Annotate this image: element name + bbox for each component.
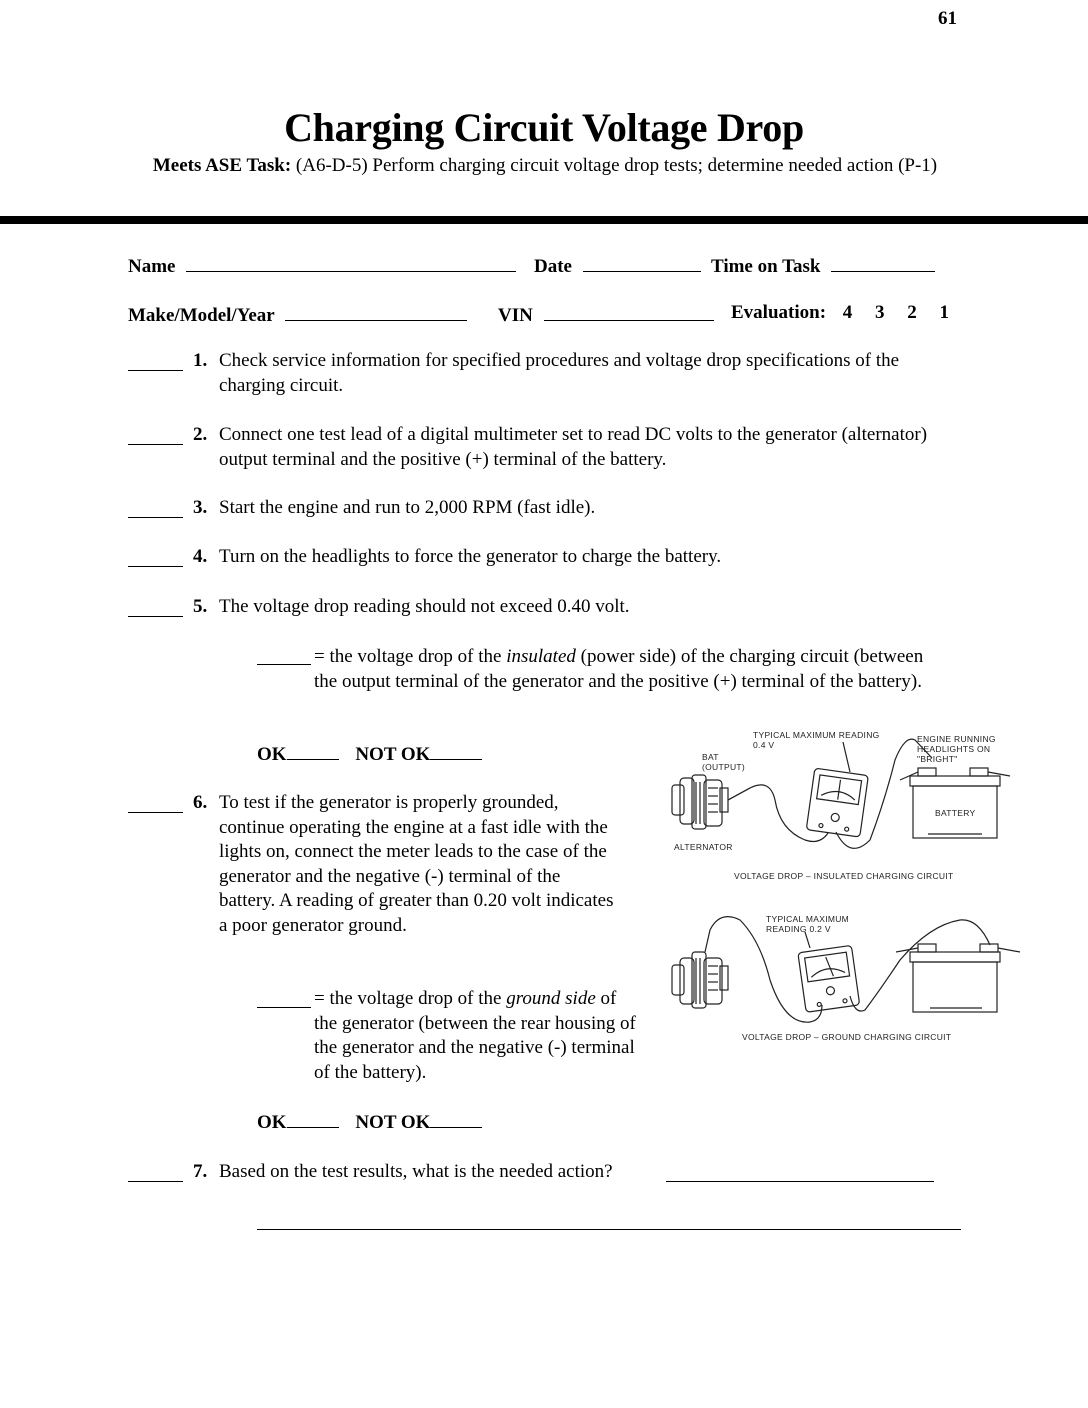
step-2-number: 2. <box>193 424 208 445</box>
battery-label: BATTERY <box>935 808 976 818</box>
step-4-number: 4. <box>193 546 208 567</box>
step-1-check-line[interactable] <box>128 370 183 371</box>
step-1-text: Check service information for specified procedures and voltage drop specifications of the charging circuit. <box>219 350 900 396</box>
ground-drop-description: = the voltage drop of the ground side of the generator (between the rear housing of the generator and the negative (-) terminal of the battery). <box>314 988 636 1083</box>
evaluation-score-2[interactable]: 2 <box>907 302 917 323</box>
needed-action-line-1[interactable] <box>666 1181 934 1182</box>
step-5-not-ok-line[interactable] <box>430 743 482 760</box>
step-7-check-line[interactable] <box>128 1181 183 1182</box>
insulated-circuit-figure <box>660 720 1030 890</box>
step-5-check-line[interactable] <box>128 616 183 617</box>
step-5-ok-row <box>257 743 482 766</box>
ground-circuit-figure <box>660 900 1030 1060</box>
step-6-ok-line[interactable] <box>287 1111 339 1128</box>
step-7-text: Based on the test results, what is the needed action? <box>219 1161 613 1182</box>
make-model-year-label: Make/Model/Year <box>128 305 275 326</box>
ground-side-emphasis: ground side <box>506 988 596 1009</box>
engine-running-label: ENGINE RUNNING HEADLIGHTS ON "BRIGHT" <box>917 734 996 764</box>
time-on-task-label: Time on Task <box>711 256 821 277</box>
step-4-check-line[interactable] <box>128 566 183 567</box>
page-number: 61 <box>938 8 957 29</box>
name-field-group <box>128 253 516 278</box>
header-divider <box>0 216 1088 224</box>
step-5-number: 5. <box>193 596 208 617</box>
step-6-ok-row <box>257 1111 482 1134</box>
insulated-emphasis: insulated <box>506 646 576 667</box>
vin-field-group <box>498 302 714 327</box>
step-6-number: 6. <box>193 792 208 813</box>
insulated-drop-description: = the voltage drop of the insulated (power side) of the charging circuit (between the output terminal of the generator and the positive (+) terminal of the battery). <box>314 646 924 692</box>
alternator-icon <box>672 952 728 1008</box>
multimeter-icon <box>806 768 868 837</box>
date-label: Date <box>534 256 572 277</box>
ase-task-label: Meets ASE Task: <box>152 155 292 176</box>
step-6-check-line[interactable] <box>128 812 183 813</box>
date-field-group <box>534 253 701 278</box>
ok-label: OK <box>257 1112 287 1133</box>
vin-label: VIN <box>498 305 533 326</box>
step-5-text: The voltage drop reading should not exceed 0.40 volt. <box>219 596 630 617</box>
step-3-number: 3. <box>193 497 208 518</box>
time-on-task-field-group <box>711 253 935 278</box>
not-ok-label: NOT OK <box>355 1112 431 1133</box>
ground-drop-value-line[interactable] <box>257 1007 311 1008</box>
step-6-text: To test if the generator is properly grounded, continue operating the engine at a fast idle with the lights on, connect the meter leads to the case of the generator and the negative (-) terminal of the battery. A reading of greater than 0.20 volt indicates a poor generator ground. <box>219 792 614 936</box>
step-3-check-line[interactable] <box>128 517 183 518</box>
name-input-line[interactable] <box>186 253 516 272</box>
battery-icon <box>896 944 1020 1012</box>
make-model-year-input-line[interactable] <box>285 302 467 321</box>
time-on-task-input-line[interactable] <box>831 253 935 272</box>
battery-icon <box>900 768 1010 838</box>
step-3-text: Start the engine and run to 2,000 RPM (fast idle). <box>219 497 596 518</box>
step-2-check-line[interactable] <box>128 444 183 445</box>
step-2-text: Connect one test lead of a digital multimeter set to read DC volts to the generator (alternator) output terminal and the positive (+) terminal of the battery. <box>219 424 928 470</box>
insulated-drop-value-line[interactable] <box>257 664 311 665</box>
evaluation-label: Evaluation: <box>731 302 827 323</box>
bat-output-label: BAT (OUTPUT) <box>702 752 746 772</box>
multimeter-icon <box>798 945 860 1012</box>
insulated-reading-label: TYPICAL MAXIMUM READING 0.4 V <box>753 730 880 750</box>
vin-input-line[interactable] <box>544 302 714 321</box>
ase-task-text: (A6-D-5) Perform charging circuit voltage drop tests; determine needed action (P-1) <box>295 155 938 176</box>
insulated-circuit-caption: VOLTAGE DROP – INSULATED CHARGING CIRCUIT <box>734 871 954 881</box>
date-input-line[interactable] <box>583 253 701 272</box>
step-4-text: Turn on the headlights to force the generator to charge the battery. <box>219 546 722 567</box>
evaluation-score-1[interactable]: 1 <box>939 302 950 323</box>
evaluation-score-3[interactable]: 3 <box>875 302 885 323</box>
not-ok-label: NOT OK <box>355 744 431 765</box>
evaluation-score-4[interactable]: 4 <box>842 302 853 323</box>
ground-circuit-caption: VOLTAGE DROP – GROUND CHARGING CIRCUIT <box>742 1032 952 1042</box>
ground-reading-label: TYPICAL MAXIMUM READING 0.2 V <box>766 914 850 934</box>
evaluation-group <box>731 302 949 324</box>
page-title: Charging Circuit Voltage Drop <box>284 105 804 150</box>
ase-task-subtitle <box>140 154 950 178</box>
alternator-label: ALTERNATOR <box>674 842 733 852</box>
make-model-year-field-group <box>128 302 467 327</box>
step-5-ok-line[interactable] <box>287 743 339 760</box>
needed-action-line-2[interactable] <box>257 1229 961 1230</box>
name-label: Name <box>128 256 176 277</box>
step-6-not-ok-line[interactable] <box>430 1111 482 1128</box>
step-1-number: 1. <box>193 350 208 371</box>
alternator-icon <box>672 775 728 829</box>
ok-label: OK <box>257 744 287 765</box>
step-7-number: 7. <box>193 1161 208 1182</box>
